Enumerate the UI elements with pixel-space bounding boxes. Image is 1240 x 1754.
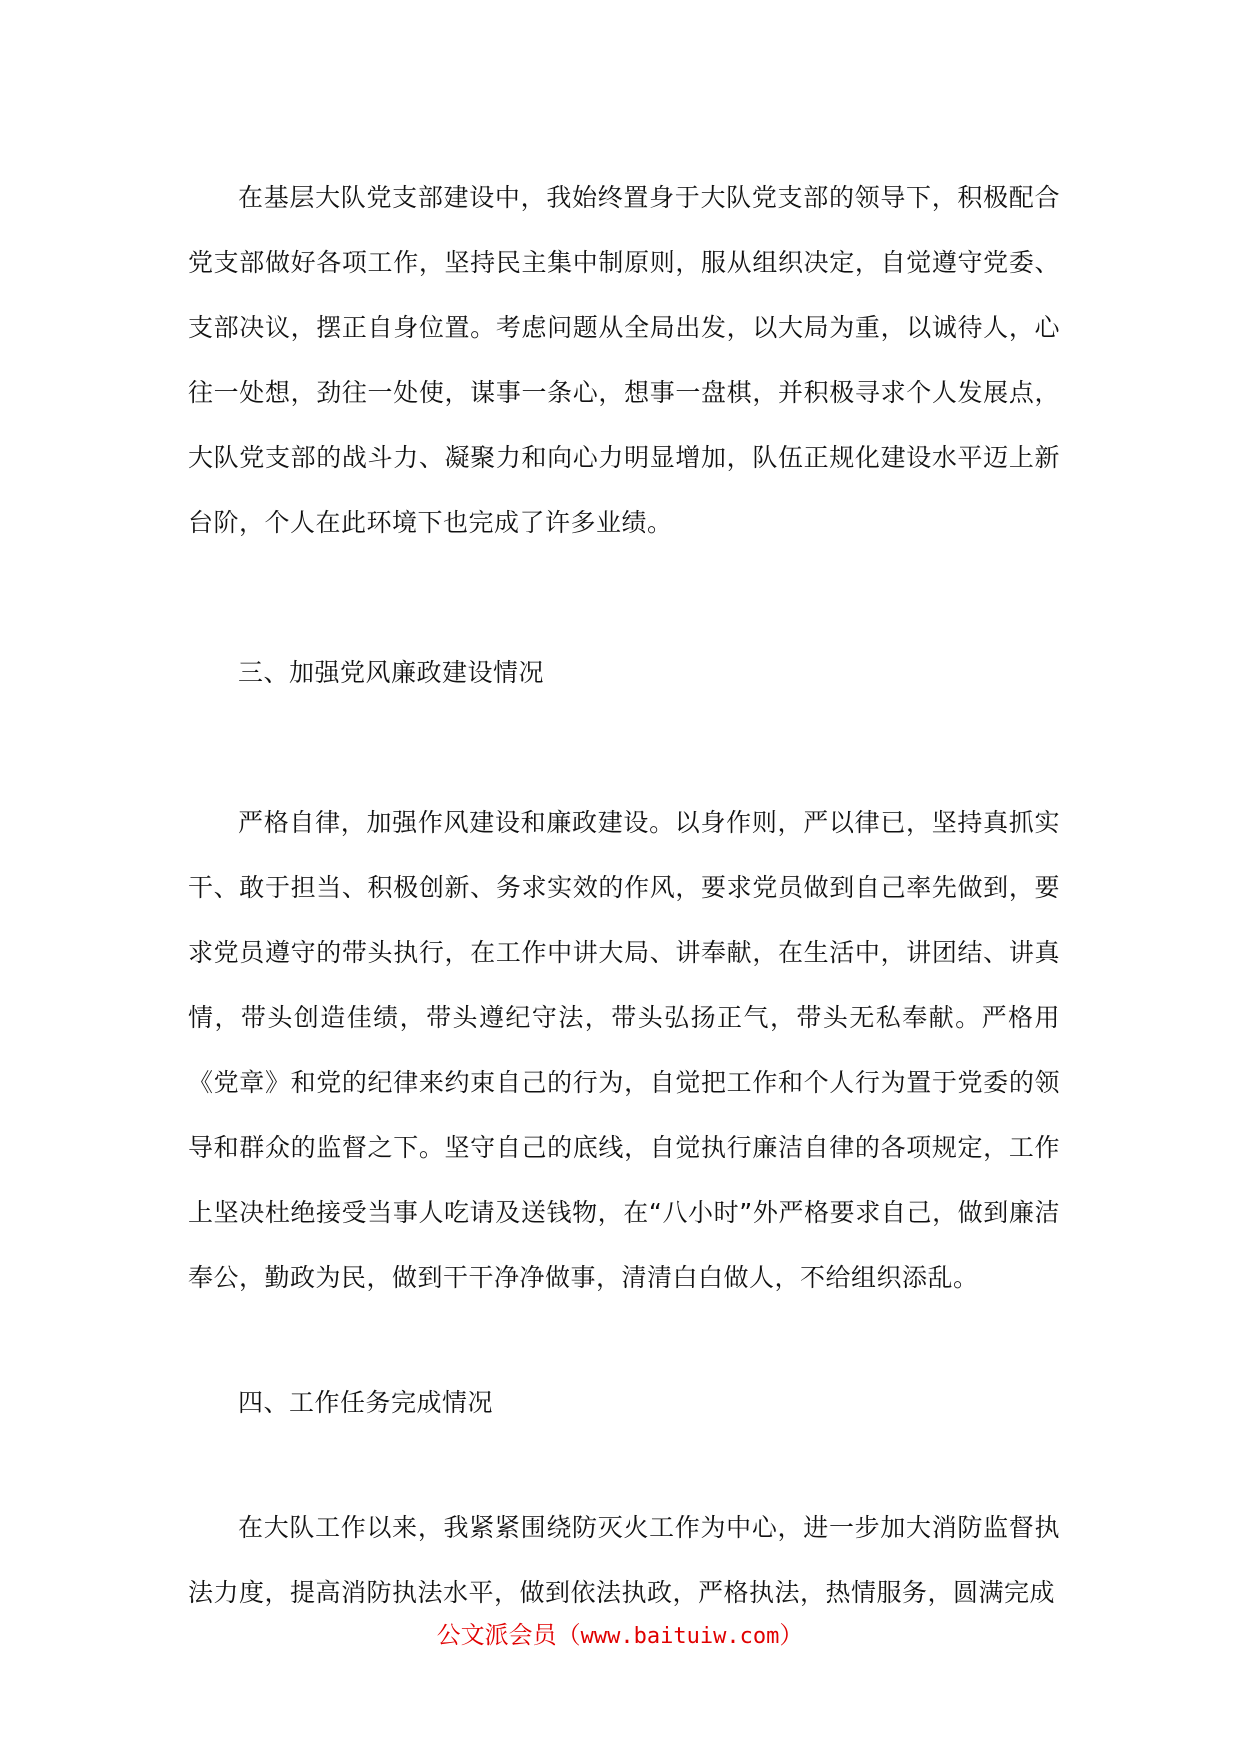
paragraph-party-branch: 在基层大队党支部建设中，我始终置身于大队党支部的领导下，积极配合党支部做好各项工作，坚持民主集中制原则，服从组织决定，自觉遵守党委、支部决议，摆正自身位置。考虑问题从全局出发，以大局为重，以诚待人，心往一处想，劲往一处使，谋事一条心，想事一盘棋，并积极寻求个人发展点，大队党支部的战斗力、凝聚力和向心力明显增加，队伍正规化建设水平迈上新台阶，个人在此环境下也完成了许多业绩。: [188, 183, 1060, 537]
spacer: [188, 555, 1060, 640]
spacer: [188, 1310, 1060, 1370]
spacer: [188, 1435, 1060, 1495]
document-body: [188, 165, 1060, 1625]
footer-watermark: [0, 1617, 1240, 1655]
section-heading-4: 四、工作任务完成情况: [238, 1388, 494, 1417]
footer-text-close: ）: [779, 1621, 804, 1649]
footer-text: 公文派会员（: [436, 1621, 581, 1649]
footer-url: www.baituiw.com: [580, 1624, 780, 1649]
paragraph-integrity: 严格自律，加强作风建设和廉政建设。以身作则，严以律已，坚持真抓实干、敢于担当、积极创新、务求实效的作风，要求党员做到自己率先做到，要求党员遵守的带头执行，在工作中讲大局、讲奉献，在生活中，讲团结、讲真情，带头创造佳绩，带头遵纪守法，带头弘扬正气，带头无私奉献。严格用《党章》和党的纪律来约束自己的行为，自觉把工作和个人行为置于党委的领导和群众的监督之下。坚守自己的底线，自觉执行廉洁自律的各项规定，工作上坚决杜绝接受当事人吃请及送钱物，在“八小时”外严格要求自己，做到廉洁奉公，勤政为民，做到干干净净做事，清清白白做人，不给组织添乱。: [188, 808, 1060, 1292]
paragraph-tasks: 在大队工作以来，我紧紧围绕防灭火工作为中心，进一步加大消防监督执法力度，提高消防执法水平，做到依法执政，严格执法，热情服务，圆满完成: [188, 1513, 1060, 1607]
spacer: [188, 705, 1060, 790]
section-heading-3: 三、加强党风廉政建设情况: [238, 658, 545, 687]
